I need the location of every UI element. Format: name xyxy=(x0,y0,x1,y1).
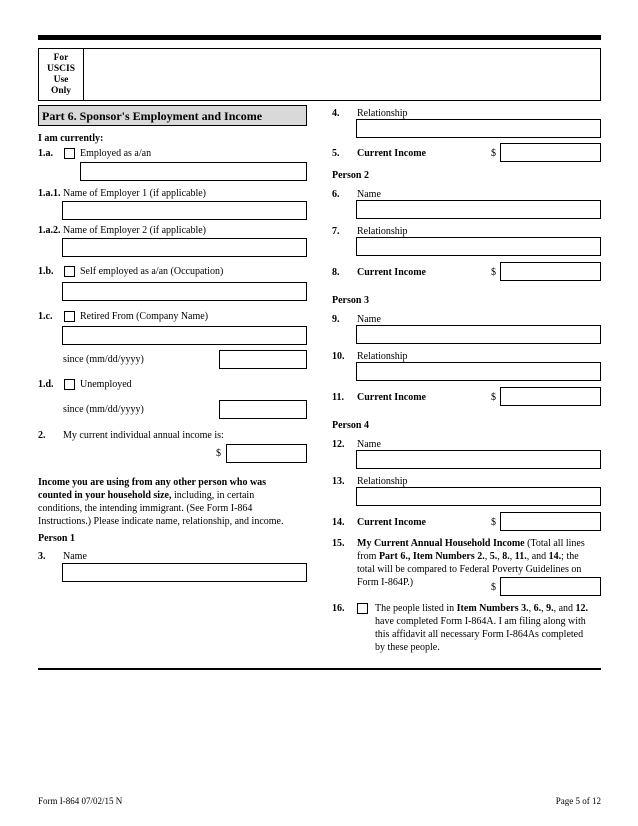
uscis-label-3: Use xyxy=(53,75,69,85)
since-label-2: since (mm/dd/yyyy) xyxy=(63,404,144,415)
person-4-name-field[interactable] xyxy=(356,450,601,469)
item-9-label: Name xyxy=(357,314,381,325)
item-1d-label: Unemployed xyxy=(80,379,132,390)
item-8-label: Current Income xyxy=(357,267,426,278)
other-income-line2-rest: including, in certain xyxy=(171,490,255,501)
item-15-n14: 14. xyxy=(548,551,562,562)
item-1c-number: 1.c. xyxy=(38,311,53,322)
item-15-and: , and xyxy=(526,551,549,562)
item-11-number: 11. xyxy=(332,392,344,403)
person-4-heading: Person 4 xyxy=(332,420,369,431)
item-15-n11: 11. xyxy=(514,551,527,562)
item-5-label: Current Income xyxy=(357,148,426,159)
item-16-line1 xyxy=(375,603,588,615)
item-15-line1 xyxy=(357,538,585,550)
item-16-line2: have completed Form I-864A. I am filing along with xyxy=(375,616,586,627)
item-8-number: 8. xyxy=(332,267,340,278)
dollar-sign-11: $ xyxy=(491,392,496,403)
part6-title: Part 6. Sponsor's Employment and Income xyxy=(42,109,263,123)
item-2-number: 2. xyxy=(38,430,46,441)
unemployed-checkbox[interactable] xyxy=(64,379,75,390)
item-3-label: Name xyxy=(63,551,87,562)
item-12-label: Name xyxy=(357,439,381,450)
uscis-label-1: For xyxy=(53,53,69,63)
dollar-sign-15: $ xyxy=(491,582,496,593)
uscis-label-2: USCIS xyxy=(47,64,75,74)
household-income-field[interactable] xyxy=(500,577,601,596)
uscis-use-only-box xyxy=(38,48,601,101)
item-16-line4: by these people. xyxy=(375,642,440,653)
item-11-label: Current Income xyxy=(357,392,426,403)
dollar-sign-2: $ xyxy=(216,448,221,459)
item-15-sep-1: , xyxy=(484,551,490,562)
unemployed-since-date-field[interactable] xyxy=(219,400,307,419)
item-3-number: 3. xyxy=(38,551,46,562)
item-15-line4: Form I-864P.) xyxy=(357,577,414,588)
item-16-text-h: 12. xyxy=(575,603,589,614)
item-15-part: Part 6., Item Numbers 2. xyxy=(378,551,485,562)
person-2-relationship-field[interactable] xyxy=(356,237,601,256)
item-13-label: Relationship xyxy=(357,476,408,487)
dollar-sign-14: $ xyxy=(491,517,496,528)
item-15-tail: ; the xyxy=(561,551,579,562)
item-16-text-c: , xyxy=(528,603,534,614)
item-13-number: 13. xyxy=(332,476,345,487)
item-16-text-g: , and xyxy=(553,603,576,614)
dollar-sign-8: $ xyxy=(491,267,496,278)
item-4-number: 4. xyxy=(332,108,340,119)
item-5-number: 5. xyxy=(332,148,340,159)
i864a-completed-checkbox[interactable] xyxy=(357,603,368,614)
currently-label: I am currently: xyxy=(38,133,104,144)
item-15-from: from xyxy=(357,551,379,562)
retired-company-field[interactable] xyxy=(62,326,307,345)
retired-checkbox[interactable] xyxy=(64,311,75,322)
other-income-line4: Instructions.) Please indicate name, relationship, and income. xyxy=(38,516,284,527)
person-1-name-field[interactable] xyxy=(62,563,307,582)
person-1-heading: Person 1 xyxy=(38,533,75,544)
item-1b-number: 1.b. xyxy=(38,266,54,277)
item-16-text-a: The people listed in xyxy=(375,603,457,614)
item-1a1-number: 1.a.1. xyxy=(38,188,61,199)
footer-form-id: Form I-864 07/02/15 N xyxy=(38,796,123,806)
item-15-n5: 5. xyxy=(489,551,498,562)
item-1c-label: Retired From (Company Name) xyxy=(80,311,209,322)
item-4-label: Relationship xyxy=(357,108,408,119)
since-label-1: since (mm/dd/yyyy) xyxy=(63,354,144,365)
item-1a-label: Employed as a/an xyxy=(80,148,152,159)
item-15-sep-2: , xyxy=(497,551,503,562)
self-employed-checkbox[interactable] xyxy=(64,266,75,277)
item-15-line2 xyxy=(357,551,579,563)
uscis-label-4: Only xyxy=(50,86,72,96)
person-2-income-field[interactable] xyxy=(500,262,601,281)
footer-page-number: Page 5 of 12 xyxy=(555,796,601,806)
item-7-label: Relationship xyxy=(357,226,408,237)
other-income-line3: conditions, the intending immigrant. (See Form I-864 xyxy=(38,503,253,514)
item-15-line3: total will be compared to Federal Poverty Guidelines on xyxy=(357,564,582,575)
item-16-text-d: 6. xyxy=(533,603,542,614)
self-employed-occupation-field[interactable] xyxy=(62,282,307,301)
person-1-income-field[interactable] xyxy=(500,143,601,162)
item-15-bold: My Current Annual Household Income xyxy=(357,538,525,549)
top-rule xyxy=(38,35,601,40)
item-14-number: 14. xyxy=(332,517,345,528)
item-1d-number: 1.d. xyxy=(38,379,54,390)
item-10-number: 10. xyxy=(332,351,345,362)
person-3-name-field[interactable] xyxy=(356,325,601,344)
item-15-number: 15. xyxy=(332,538,345,549)
person-2-name-field[interactable] xyxy=(356,200,601,219)
item-12-number: 12. xyxy=(332,439,345,450)
occupation-field[interactable] xyxy=(80,162,307,181)
employer-2-field[interactable] xyxy=(62,238,307,257)
item-1a-number: 1.a. xyxy=(38,148,53,159)
person-3-heading: Person 3 xyxy=(332,295,369,306)
other-income-line1: Income you are using from any other person who was xyxy=(38,477,267,488)
item-9-number: 9. xyxy=(332,314,340,325)
item-16-number: 16. xyxy=(332,603,345,614)
person-3-relationship-field[interactable] xyxy=(356,362,601,381)
item-15-sep-3: , xyxy=(509,551,515,562)
item-1a1-label: Name of Employer 1 (if applicable) xyxy=(63,188,206,199)
individual-income-field[interactable] xyxy=(226,444,307,463)
person-1-relationship-field[interactable] xyxy=(356,119,601,138)
other-income-line2-bold: counted in your household size, xyxy=(38,490,172,501)
person-3-income-field[interactable] xyxy=(500,387,601,406)
item-1a2-number: 1.a.2. xyxy=(38,225,61,236)
item-6-label: Name xyxy=(357,189,381,200)
person-4-relationship-field[interactable] xyxy=(356,487,601,506)
bottom-rule xyxy=(38,668,601,670)
retired-since-date-field[interactable] xyxy=(219,350,307,369)
item-6-number: 6. xyxy=(332,189,340,200)
dollar-sign-5: $ xyxy=(491,148,496,159)
item-16-text-b: Item Numbers 3. xyxy=(456,603,529,614)
other-income-line2 xyxy=(38,490,254,502)
item-2-label: My current individual annual income is: xyxy=(63,430,224,441)
item-1a2-label: Name of Employer 2 (if applicable) xyxy=(63,225,206,236)
person-2-heading: Person 2 xyxy=(332,170,369,181)
item-16-text-f: 9. xyxy=(546,603,554,614)
item-16-line3: this affidavit all necessary Form I-864As completed xyxy=(375,629,584,640)
item-15-n8: 8. xyxy=(502,551,510,562)
employed-checkbox[interactable] xyxy=(64,148,75,159)
item-16-text-e: , xyxy=(541,603,547,614)
item-15-rest1: (Total all lines xyxy=(524,538,585,549)
item-14-label: Current Income xyxy=(357,517,426,528)
person-4-income-field[interactable] xyxy=(500,512,601,531)
employer-1-field[interactable] xyxy=(62,201,307,220)
item-1b-label: Self employed as a/an (Occupation) xyxy=(80,266,224,277)
item-7-number: 7. xyxy=(332,226,340,237)
item-10-label: Relationship xyxy=(357,351,408,362)
